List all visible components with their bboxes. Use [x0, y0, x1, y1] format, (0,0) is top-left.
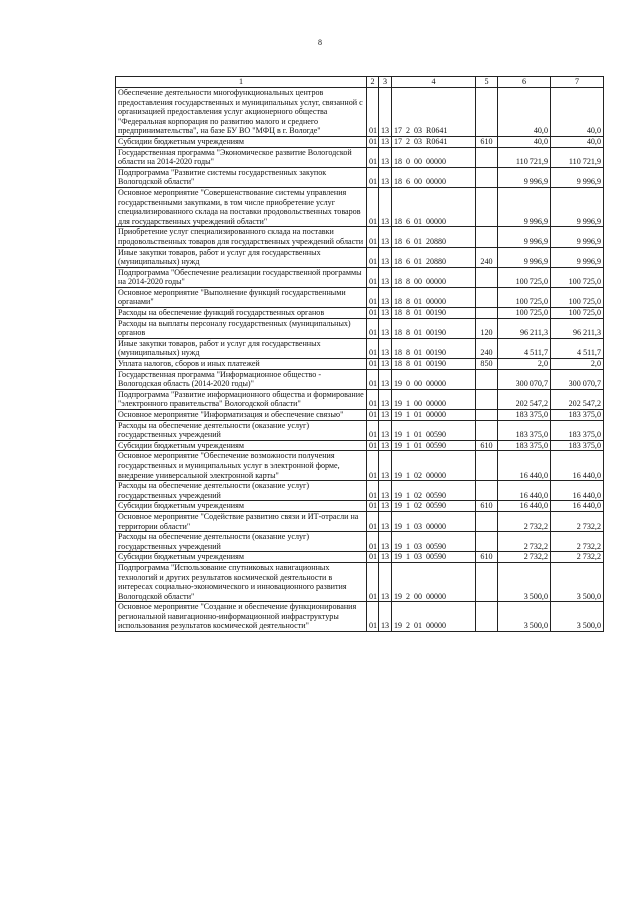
section-code-cell: 01 — [367, 410, 379, 421]
amount-total-cell: 16 440,0 — [551, 501, 604, 512]
row-name-cell: Основное мероприятие "Информатизация и обеспечение связью" — [116, 410, 367, 421]
header-row — [116, 77, 604, 88]
expense-type-cell — [476, 167, 498, 187]
target-article-cell: 18 8 01 00190 — [392, 338, 476, 358]
amount-total-cell: 96 211,3 — [551, 318, 604, 338]
target-article-cell: 19 1 03 00000 — [392, 511, 476, 531]
section-code-cell: 01 — [367, 389, 379, 409]
amount-total-cell: 100 725,0 — [551, 267, 604, 287]
amount-2018-cell: 300 070,7 — [498, 369, 551, 389]
expense-type-cell: 610 — [476, 136, 498, 147]
table-row — [116, 532, 604, 552]
subsection-code-cell: 13 — [379, 308, 392, 319]
subsection-code-cell: 13 — [379, 136, 392, 147]
subsection-code-cell: 13 — [379, 552, 392, 563]
table-row — [116, 359, 604, 370]
subsection-code-cell: 13 — [379, 389, 392, 409]
amount-total-cell: 183 375,0 — [551, 440, 604, 451]
subsection-code-cell: 13 — [379, 318, 392, 338]
section-code-cell: 01 — [367, 167, 379, 187]
header-cell: 7 — [551, 77, 604, 88]
table-row — [116, 451, 604, 481]
expense-type-cell: 120 — [476, 318, 498, 338]
subsection-code-cell: 13 — [379, 88, 392, 137]
amount-total-cell: 100 725,0 — [551, 308, 604, 319]
expense-type-cell — [476, 420, 498, 440]
expense-type-cell: 240 — [476, 247, 498, 267]
expense-type-cell — [476, 267, 498, 287]
amount-2018-cell: 2 732,2 — [498, 532, 551, 552]
table-row — [116, 147, 604, 167]
subsection-code-cell: 13 — [379, 501, 392, 512]
section-code-cell: 01 — [367, 88, 379, 137]
amount-2018-cell: 96 211,3 — [498, 318, 551, 338]
table-body — [116, 88, 604, 632]
section-code-cell: 01 — [367, 147, 379, 167]
table-row — [116, 440, 604, 451]
amount-2018-cell: 100 725,0 — [498, 308, 551, 319]
subsection-code-cell: 13 — [379, 451, 392, 481]
section-code-cell: 01 — [367, 532, 379, 552]
amount-2018-cell: 2,0 — [498, 359, 551, 370]
row-name-cell: Основное мероприятие "Содействие развитию связи и ИТ-отрасли на территории области" — [116, 511, 367, 531]
row-name-cell: Подпрограмма "Развитие системы государственных закупок Вологодской области" — [116, 167, 367, 187]
expense-type-cell — [476, 562, 498, 601]
target-article-cell: 17 2 03 R0641 — [392, 136, 476, 147]
row-name-cell: Обеспечение деятельности многофункциональных центров предоставления государственных и муниципальных услуг, связанной с организацией предоставления услуг акционерного общества "Федеральная корпорация по развитию малого и среднего предпринимательства", на базе БУ ВО "МФЦ в г. Вологде" — [116, 88, 367, 137]
row-name-cell: Государственная программа "Экономическое развитие Вологодской области на 2014-2020 годы" — [116, 147, 367, 167]
row-name-cell: Иные закупки товаров, работ и услуг для государственных (муниципальных) нужд — [116, 247, 367, 267]
expense-type-cell: 850 — [476, 359, 498, 370]
amount-total-cell: 3 500,0 — [551, 602, 604, 632]
amount-2018-cell: 100 725,0 — [498, 287, 551, 307]
section-code-cell: 01 — [367, 602, 379, 632]
table-row — [116, 511, 604, 531]
amount-total-cell: 9 996,9 — [551, 227, 604, 247]
header-cell: 6 — [498, 77, 551, 88]
expense-type-cell: 610 — [476, 440, 498, 451]
amount-total-cell: 183 375,0 — [551, 420, 604, 440]
table-row — [116, 227, 604, 247]
section-code-cell: 01 — [367, 451, 379, 481]
amount-2018-cell: 183 375,0 — [498, 440, 551, 451]
amount-total-cell: 9 996,9 — [551, 187, 604, 226]
amount-total-cell: 9 996,9 — [551, 247, 604, 267]
section-code-cell: 01 — [367, 359, 379, 370]
amount-2018-cell: 202 547,2 — [498, 389, 551, 409]
amount-total-cell: 16 440,0 — [551, 451, 604, 481]
table-row — [116, 481, 604, 501]
amount-total-cell: 100 725,0 — [551, 287, 604, 307]
subsection-code-cell: 13 — [379, 440, 392, 451]
target-article-cell: 18 6 01 20880 — [392, 247, 476, 267]
amount-2018-cell: 9 996,9 — [498, 167, 551, 187]
amount-2018-cell: 16 440,0 — [498, 481, 551, 501]
expense-type-cell — [476, 147, 498, 167]
target-article-cell: 19 1 02 00000 — [392, 451, 476, 481]
target-article-cell: 18 8 00 00000 — [392, 267, 476, 287]
page-number: 8 — [318, 38, 322, 47]
subsection-code-cell: 13 — [379, 369, 392, 389]
amount-2018-cell: 183 375,0 — [498, 420, 551, 440]
row-name-cell: Основное мероприятие "Выполнение функций государственными органами" — [116, 287, 367, 307]
table-row — [116, 287, 604, 307]
row-name-cell: Субсидии бюджетным учреждениям — [116, 501, 367, 512]
header-cell: 3 — [379, 77, 392, 88]
section-code-cell: 01 — [367, 338, 379, 358]
expense-type-cell: 240 — [476, 338, 498, 358]
subsection-code-cell: 13 — [379, 511, 392, 531]
subsection-code-cell: 13 — [379, 187, 392, 226]
row-name-cell: Расходы на обеспечение деятельности (оказание услуг) государственных учреждений — [116, 532, 367, 552]
section-code-cell: 01 — [367, 562, 379, 601]
target-article-cell: 18 8 01 00190 — [392, 308, 476, 319]
row-name-cell: Подпрограмма "Использование спутниковых навигационных технологий и других результатов космической деятельности в интересах социально-экономического и инновационного развития Вологодской области" — [116, 562, 367, 601]
amount-total-cell: 9 996,9 — [551, 167, 604, 187]
table-row — [116, 318, 604, 338]
subsection-code-cell: 13 — [379, 147, 392, 167]
section-code-cell: 01 — [367, 227, 379, 247]
amount-total-cell: 2 732,2 — [551, 511, 604, 531]
section-code-cell: 01 — [367, 187, 379, 226]
amount-total-cell: 3 500,0 — [551, 562, 604, 601]
section-code-cell: 01 — [367, 481, 379, 501]
target-article-cell: 18 0 00 00000 — [392, 147, 476, 167]
section-code-cell: 01 — [367, 287, 379, 307]
target-article-cell: 19 0 00 00000 — [392, 369, 476, 389]
expense-type-cell — [476, 287, 498, 307]
header-cell: 4 — [392, 77, 476, 88]
expense-type-cell — [476, 410, 498, 421]
table-row — [116, 167, 604, 187]
row-name-cell: Основное мероприятие "Обеспечение возможности получения государственных и муниципальных услуг в электронной форме, внедрение универсальной электронной карты" — [116, 451, 367, 481]
target-article-cell: 19 2 01 00000 — [392, 602, 476, 632]
target-article-cell: 19 1 02 00590 — [392, 501, 476, 512]
amount-total-cell: 2 732,2 — [551, 532, 604, 552]
row-name-cell: Расходы на выплаты персоналу государственных (муниципальных) органов — [116, 318, 367, 338]
amount-2018-cell: 2 732,2 — [498, 552, 551, 563]
target-article-cell: 19 1 01 00590 — [392, 420, 476, 440]
amount-total-cell: 202 547,2 — [551, 389, 604, 409]
expense-type-cell — [476, 481, 498, 501]
target-article-cell: 19 1 03 00590 — [392, 552, 476, 563]
table-row — [116, 267, 604, 287]
table-row — [116, 338, 604, 358]
target-article-cell: 18 6 00 00000 — [392, 167, 476, 187]
table-row — [116, 420, 604, 440]
table-row — [116, 602, 604, 632]
row-name-cell: Расходы на обеспечение деятельности (оказание услуг) государственных учреждений — [116, 420, 367, 440]
row-name-cell: Субсидии бюджетным учреждениям — [116, 440, 367, 451]
table-row — [116, 369, 604, 389]
row-name-cell: Расходы на обеспечение функций государственных органов — [116, 308, 367, 319]
subsection-code-cell: 13 — [379, 532, 392, 552]
subsection-code-cell: 13 — [379, 562, 392, 601]
amount-2018-cell: 110 721,9 — [498, 147, 551, 167]
expense-type-cell: 610 — [476, 501, 498, 512]
header-cell: 5 — [476, 77, 498, 88]
expense-type-cell — [476, 451, 498, 481]
expense-type-cell — [476, 187, 498, 226]
section-code-cell: 01 — [367, 552, 379, 563]
expense-type-cell — [476, 602, 498, 632]
amount-2018-cell: 9 996,9 — [498, 187, 551, 226]
header-cell: 2 — [367, 77, 379, 88]
table-row — [116, 389, 604, 409]
target-article-cell: 19 1 03 00590 — [392, 532, 476, 552]
row-name-cell: Основное мероприятие "Создание и обеспечение функционирования региональной навигационно-информационной инфраструктуры использования результатов космической деятельности" — [116, 602, 367, 632]
expense-type-cell — [476, 88, 498, 137]
amount-total-cell: 110 721,9 — [551, 147, 604, 167]
amount-2018-cell: 4 511,7 — [498, 338, 551, 358]
subsection-code-cell: 13 — [379, 167, 392, 187]
subsection-code-cell: 13 — [379, 267, 392, 287]
amount-2018-cell: 3 500,0 — [498, 602, 551, 632]
amount-2018-cell: 3 500,0 — [498, 562, 551, 601]
row-name-cell: Государственная программа "Информационное общество - Вологодская область (2014-2020 годы)" — [116, 369, 367, 389]
budget-table — [115, 76, 604, 632]
subsection-code-cell: 13 — [379, 227, 392, 247]
section-code-cell: 01 — [367, 511, 379, 531]
amount-total-cell: 4 511,7 — [551, 338, 604, 358]
table-row — [116, 247, 604, 267]
section-code-cell: 01 — [367, 267, 379, 287]
section-code-cell: 01 — [367, 501, 379, 512]
amount-total-cell: 300 070,7 — [551, 369, 604, 389]
target-article-cell: 19 1 01 00590 — [392, 440, 476, 451]
table-row — [116, 562, 604, 601]
amount-2018-cell: 2 732,2 — [498, 511, 551, 531]
subsection-code-cell: 13 — [379, 481, 392, 501]
section-code-cell: 01 — [367, 308, 379, 319]
row-name-cell: Субсидии бюджетным учреждениям — [116, 136, 367, 147]
expense-type-cell — [476, 369, 498, 389]
expense-type-cell — [476, 308, 498, 319]
table-row — [116, 501, 604, 512]
target-article-cell: 19 1 01 00000 — [392, 410, 476, 421]
target-article-cell: 18 8 01 00000 — [392, 287, 476, 307]
expense-type-cell — [476, 227, 498, 247]
amount-2018-cell: 16 440,0 — [498, 501, 551, 512]
amount-total-cell: 2,0 — [551, 359, 604, 370]
target-article-cell: 17 2 03 R0641 — [392, 88, 476, 137]
section-code-cell: 01 — [367, 247, 379, 267]
amount-2018-cell: 9 996,9 — [498, 247, 551, 267]
subsection-code-cell: 13 — [379, 602, 392, 632]
row-name-cell: Основное мероприятие "Совершенствование системы управления государственными закупками, в том числе приобретение услуг специализированного склада на поставки продовольственных товаров для государственных учреждений области" — [116, 187, 367, 226]
target-article-cell: 18 6 01 20880 — [392, 227, 476, 247]
amount-total-cell: 183 375,0 — [551, 410, 604, 421]
amount-2018-cell: 100 725,0 — [498, 267, 551, 287]
target-article-cell: 19 1 00 00000 — [392, 389, 476, 409]
subsection-code-cell: 13 — [379, 338, 392, 358]
section-code-cell: 01 — [367, 369, 379, 389]
expense-type-cell: 610 — [476, 552, 498, 563]
section-code-cell: 01 — [367, 420, 379, 440]
amount-total-cell: 40,0 — [551, 88, 604, 137]
amount-total-cell: 16 440,0 — [551, 481, 604, 501]
row-name-cell: Иные закупки товаров, работ и услуг для государственных (муниципальных) нужд — [116, 338, 367, 358]
section-code-cell: 01 — [367, 440, 379, 451]
row-name-cell: Субсидии бюджетным учреждениям — [116, 552, 367, 563]
expense-type-cell — [476, 532, 498, 552]
table-row — [116, 308, 604, 319]
table-row — [116, 88, 604, 137]
section-code-cell: 01 — [367, 318, 379, 338]
expense-type-cell — [476, 389, 498, 409]
row-name-cell: Расходы на обеспечение деятельности (оказание услуг) государственных учреждений — [116, 481, 367, 501]
amount-2018-cell: 40,0 — [498, 88, 551, 137]
amount-total-cell: 2 732,2 — [551, 552, 604, 563]
subsection-code-cell: 13 — [379, 287, 392, 307]
expense-type-cell — [476, 511, 498, 531]
row-name-cell: Приобретение услуг специализированного склада на поставки продовольственных товаров для государственных учреждений области — [116, 227, 367, 247]
table-row — [116, 552, 604, 563]
amount-2018-cell: 40,0 — [498, 136, 551, 147]
table-row — [116, 136, 604, 147]
header-cell: 1 — [116, 77, 367, 88]
subsection-code-cell: 13 — [379, 420, 392, 440]
target-article-cell: 18 8 01 00190 — [392, 359, 476, 370]
target-article-cell: 19 1 02 00590 — [392, 481, 476, 501]
amount-total-cell: 40,0 — [551, 136, 604, 147]
table-row — [116, 187, 604, 226]
amount-2018-cell: 16 440,0 — [498, 451, 551, 481]
target-article-cell: 19 2 00 00000 — [392, 562, 476, 601]
amount-2018-cell: 183 375,0 — [498, 410, 551, 421]
section-code-cell: 01 — [367, 136, 379, 147]
row-name-cell: Подпрограмма "Обеспечение реализации государственной программы на 2014-2020 годы" — [116, 267, 367, 287]
amount-2018-cell: 9 996,9 — [498, 227, 551, 247]
target-article-cell: 18 8 01 00190 — [392, 318, 476, 338]
row-name-cell: Уплата налогов, сборов и иных платежей — [116, 359, 367, 370]
table-row — [116, 410, 604, 421]
row-name-cell: Подпрограмма "Развитие информационного общества и формирование "электронного правительства" Вологодской области" — [116, 389, 367, 409]
subsection-code-cell: 13 — [379, 410, 392, 421]
target-article-cell: 18 6 01 00000 — [392, 187, 476, 226]
subsection-code-cell: 13 — [379, 359, 392, 370]
subsection-code-cell: 13 — [379, 247, 392, 267]
